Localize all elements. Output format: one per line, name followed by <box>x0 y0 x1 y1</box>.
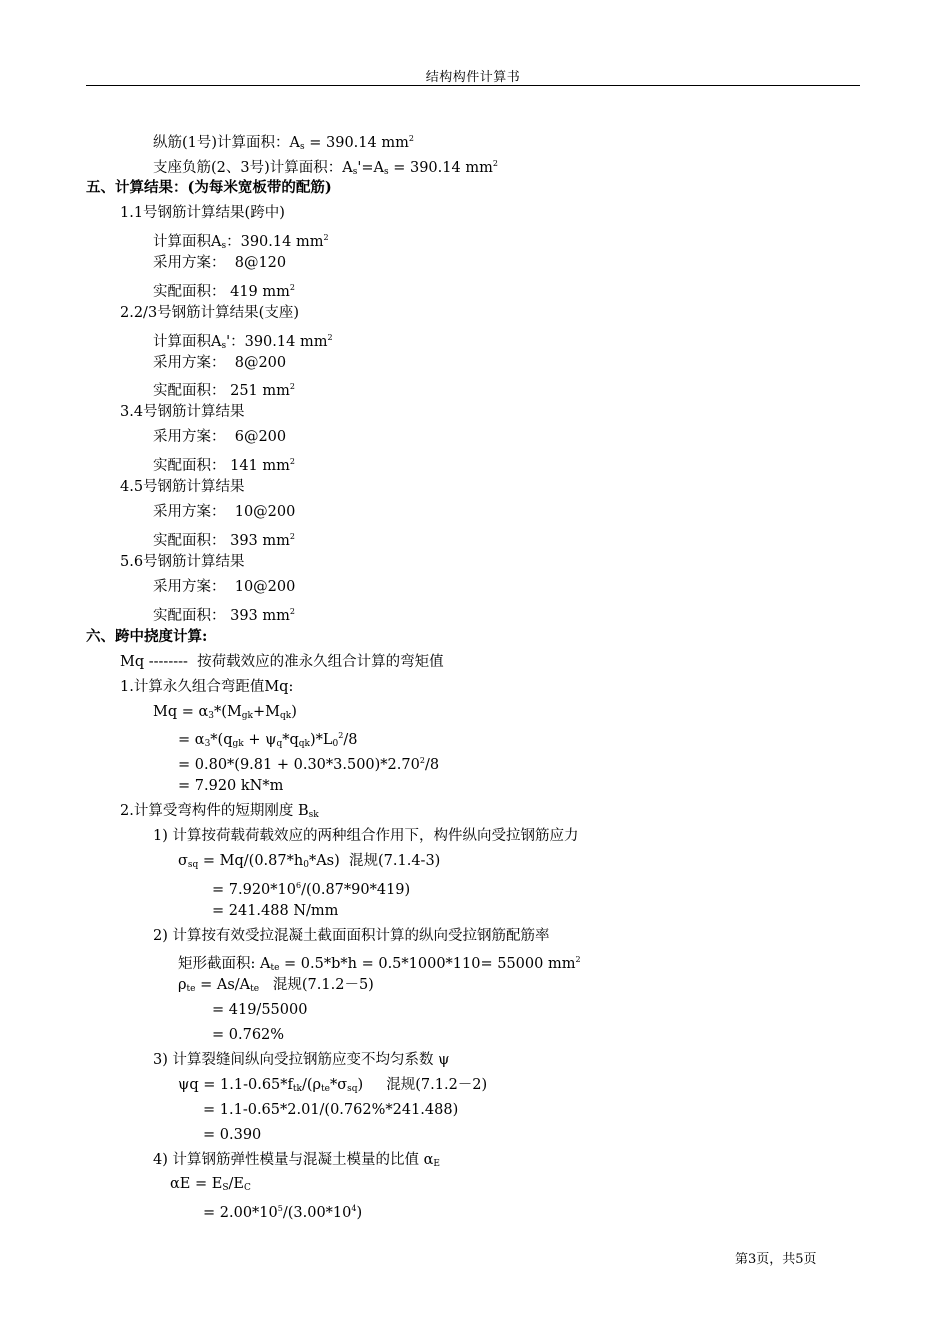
header-divider <box>86 85 860 86</box>
text-run: /8 <box>424 757 440 773</box>
text-run: Mq -------- 按荷载效应的准永久组合计算的弯矩值 <box>120 654 444 670</box>
text-run: αE = E <box>170 1176 223 1192</box>
text-run: *(q <box>210 732 233 748</box>
text-run: *As) 混规(7.1.4-3) <box>308 853 441 869</box>
subscript: s <box>300 142 305 152</box>
text-run: 支座负筋(2、3号)计算面积：A <box>153 160 353 176</box>
superscript: 2 <box>338 731 344 740</box>
text-run: 4.5号钢筋计算结果 <box>120 479 245 495</box>
text-run: *(M <box>214 704 242 720</box>
text-run: = 390.14 mm <box>388 160 493 176</box>
text-run: 计算面积A <box>153 234 222 250</box>
subscript: qk <box>280 711 292 721</box>
text-run: ) 混规(7.1.2－2) <box>357 1077 488 1093</box>
superscript: 5 <box>277 1204 283 1213</box>
text-line <box>153 603 295 625</box>
text-line <box>153 453 295 475</box>
superscript: 2 <box>289 457 295 466</box>
text-run: 采用方案： 10@200 <box>153 504 296 520</box>
text-run: /(ρ <box>301 1077 322 1093</box>
text-run: 1.1号钢筋计算结果(跨中) <box>120 205 285 221</box>
text-line <box>153 130 414 156</box>
text-line <box>120 802 319 824</box>
superscript: 2 <box>289 283 295 292</box>
text-line <box>153 155 498 181</box>
text-run: 3.4号钢筋计算结果 <box>120 404 245 420</box>
text-run: = As/A <box>195 977 251 993</box>
text-run: /8 <box>343 732 358 748</box>
text-line <box>153 703 297 725</box>
subscript: te <box>186 984 196 994</box>
text-run: 2) 计算按有效受拉混凝土截面面积计算的纵向受拉钢筋配筋率 <box>153 928 550 944</box>
text-line <box>178 1076 487 1098</box>
text-run: 混规(7.1.2－5) <box>259 977 374 993</box>
text-line <box>178 976 374 998</box>
text-line <box>178 752 439 774</box>
text-run: 六、跨中挠度计算: <box>86 628 208 645</box>
superscript: 2 <box>289 532 295 541</box>
text-run: /(0.87*90*419) <box>301 882 411 898</box>
text-run: 实配面积： 251 mm <box>153 383 290 399</box>
text-line <box>153 827 579 845</box>
subscript: tk <box>292 1084 302 1094</box>
text-line <box>153 329 333 355</box>
subscript: S <box>222 1183 229 1193</box>
text-line <box>153 254 286 272</box>
superscript: 2 <box>289 607 295 616</box>
text-run: '=A <box>357 160 384 176</box>
subscript: te <box>321 1084 330 1094</box>
text-line <box>212 902 338 920</box>
text-line <box>178 727 358 753</box>
superscript: 4 <box>351 1204 357 1213</box>
text-run: *q <box>282 732 299 748</box>
text-run: = 1.1-0.65*2.01/(0.762%*241.488) <box>203 1102 459 1118</box>
subscript: sq <box>187 860 199 870</box>
text-run: = 0.390 <box>203 1127 262 1143</box>
superscript: 2 <box>408 134 414 143</box>
text-run: 五、计算结果：(为每米宽板带的配筋) <box>86 179 332 196</box>
text-run: = 419/55000 <box>212 1002 308 1018</box>
text-line <box>153 428 286 446</box>
subscript: 0 <box>332 739 339 749</box>
text-run: ψq = 1.1-0.65*f <box>178 1077 293 1093</box>
superscript: 2 <box>323 233 329 242</box>
text-line <box>170 1175 251 1197</box>
text-run: 采用方案： 8@120 <box>153 255 287 271</box>
text-run: 5.6号钢筋计算结果 <box>120 554 245 570</box>
text-run: = 2.00*10 <box>203 1205 278 1221</box>
text-line <box>203 1126 261 1144</box>
subscript: s <box>221 341 227 351</box>
section-heading <box>86 179 332 197</box>
text-run: 采用方案： 6@200 <box>153 429 287 445</box>
subscript: s <box>352 167 358 177</box>
text-line <box>120 403 245 421</box>
superscript: 2 <box>575 955 581 964</box>
text-run: 实配面积： 393 mm <box>153 608 290 624</box>
text-run: ) <box>291 704 297 720</box>
text-line <box>203 1200 362 1222</box>
text-line <box>178 777 283 795</box>
text-line <box>153 503 295 521</box>
text-run: = 0.80*(9.81 + 0.30*3.500)*2.70 <box>178 757 420 773</box>
subscript: 3 <box>204 739 211 749</box>
text-run: = 390.14 mm <box>304 135 409 151</box>
text-run: 矩形截面积: A <box>178 956 271 972</box>
text-line <box>178 852 440 874</box>
subscript: E <box>433 1159 440 1169</box>
text-line <box>120 478 245 496</box>
text-run: = 0.5*b*h = 0.5*1000*110= 55000 mm <box>279 956 576 972</box>
text-line <box>153 578 295 596</box>
text-line <box>153 229 329 255</box>
text-line <box>153 1151 440 1173</box>
text-line <box>178 951 581 977</box>
text-line <box>153 378 295 400</box>
text-run: 采用方案： 10@200 <box>153 579 296 595</box>
superscript: 6 <box>295 881 302 890</box>
text-run: 实配面积： 393 mm <box>153 533 290 549</box>
subscript: 3 <box>208 711 215 721</box>
subscript: sk <box>308 810 319 820</box>
text-run: /(3.00*10 <box>282 1205 352 1221</box>
subscript: te <box>250 984 260 994</box>
text-line <box>120 204 285 222</box>
text-run: 实配面积： 419 mm <box>153 284 290 300</box>
text-run: = Mq/(0.87*h <box>198 853 304 869</box>
subscript: qk <box>298 739 310 749</box>
text-line <box>212 1001 307 1019</box>
text-line <box>153 528 295 550</box>
text-line <box>203 1101 458 1119</box>
text-line <box>153 927 550 945</box>
subscript: sq <box>347 1084 358 1094</box>
text-run: 1) 计算按荷载荷载效应的两种组合作用下，构件纵向受拉钢筋应力 <box>153 828 579 844</box>
text-line <box>153 1051 449 1069</box>
subscript: s <box>383 167 389 177</box>
text-line <box>212 877 410 899</box>
subscript: q <box>276 739 283 749</box>
subscript: te <box>270 963 280 973</box>
text-run: ρ <box>178 977 187 993</box>
text-run: 2.计算受弯构件的短期刚度 B <box>120 803 309 819</box>
text-run: )*L <box>310 732 333 748</box>
superscript: 2 <box>492 159 498 168</box>
text-run: + ψ <box>243 732 277 748</box>
text-line <box>120 553 245 571</box>
subscript: C <box>244 1183 251 1193</box>
subscript: gk <box>232 739 244 749</box>
subscript: gk <box>241 711 254 721</box>
text-line <box>120 304 299 322</box>
text-line <box>212 1026 284 1044</box>
text-run: ) <box>356 1205 363 1221</box>
superscript: 2 <box>289 382 295 391</box>
text-run: 计算面积A <box>153 334 222 350</box>
text-line <box>153 279 295 301</box>
text-run: 1.计算永久组合弯距值Mq: <box>120 679 294 695</box>
subscript: s <box>221 241 227 251</box>
subscript: 0 <box>303 860 309 870</box>
text-run: = 7.920*10 <box>212 882 296 898</box>
text-run: 4) 计算钢筋弹性模量与混凝土模量的比值 α <box>153 1152 434 1168</box>
superscript: 2 <box>327 333 333 342</box>
text-run: /E <box>228 1176 244 1192</box>
text-run: 3) 计算裂缝间纵向受拉钢筋应变不均匀系数 ψ <box>153 1052 450 1068</box>
page-footer-number: 第3页，共5页 <box>735 1252 817 1267</box>
text-run: σ <box>178 853 188 869</box>
text-run: = α <box>178 732 205 748</box>
text-run: = 7.920 kN*m <box>178 778 284 794</box>
text-run: 2.2/3号钢筋计算结果(支座) <box>120 305 299 321</box>
text-run: +M <box>253 704 281 720</box>
text-line <box>120 678 293 696</box>
superscript: 2 <box>419 756 425 765</box>
text-run: 采用方案： 8@200 <box>153 355 287 371</box>
text-run: 纵筋(1号)计算面积：A <box>153 135 301 151</box>
text-line <box>120 653 444 671</box>
page-header-title: 结构构件计算书 <box>425 70 521 85</box>
text-run: Mq = α <box>153 704 209 720</box>
text-run: *σ <box>330 1077 348 1093</box>
text-run: = 241.488 N/mm <box>212 903 339 919</box>
text-run: '：390.14 mm <box>226 334 328 350</box>
text-run: ：390.14 mm <box>226 234 324 250</box>
section-heading <box>86 628 207 646</box>
text-run: 实配面积： 141 mm <box>153 458 290 474</box>
text-run: = 0.762% <box>212 1027 285 1043</box>
text-line <box>153 354 286 372</box>
